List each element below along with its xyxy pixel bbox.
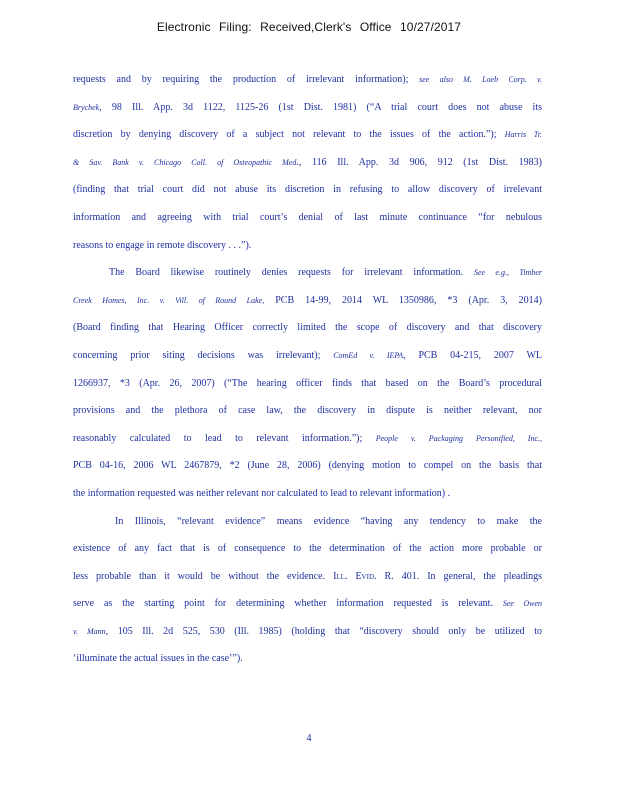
text-run: reasonably calculated to lead to relevant information.”);	[73, 432, 363, 444]
paragraph-line: reasons to engage in remote discovery . . .”).	[73, 239, 252, 251]
paragraph-line	[73, 590, 542, 618]
citation: Harris Tr.	[504, 130, 543, 140]
paragraph-1	[73, 66, 542, 259]
text-run: PCB 14-99, 2014 WL 1350986, *3 (Apr. 3, 2014)	[275, 294, 543, 306]
paragraph-line: existence of any fact that is of consequence to the determination of the action more probable or	[73, 543, 542, 555]
text-run: The Board likewise routinely denies requests for irrelevant information.	[109, 267, 464, 279]
paragraph-line	[73, 149, 542, 177]
text-run: ., 116 Ill. App. 3d 906, 912 (1st Dist. 1983)	[296, 156, 543, 168]
paragraph-line	[73, 94, 542, 122]
text-run: requests and by requiring the production of irrelevant information);	[73, 74, 409, 85]
paragraph-line: (finding that trial court did not abuse its discretion in refusing to allow discovery of irrelevant	[73, 184, 542, 196]
paragraph-line: 1266937, *3 (Apr. 26, 2007) (“The hearing officer finds that based on the Board’s procedural	[73, 377, 542, 389]
paragraph-line	[73, 618, 542, 646]
citation: See Owen	[502, 599, 543, 609]
text-run: serve as the starting point for determining whether information requested is relevant.	[73, 598, 493, 610]
citation: see also M. Loeb Corp. v.	[419, 75, 542, 84]
text-run: discretion by denying discovery of a subject not relevant to the issues of the action.”);	[73, 129, 497, 141]
citation: People v. Packaging Personified, Inc.,	[375, 433, 543, 443]
paragraph-line: In Illinois, “relevant evidence” means evidence “having any tendency to make the	[115, 515, 542, 527]
paragraph-line: ‘illuminate the actual issues in the case’”).	[73, 653, 243, 665]
citation: See e.g., Timber	[473, 268, 542, 278]
paragraph-line	[73, 287, 542, 315]
citation: Creek Homes, Inc. v. Vill. of Round Lake,	[73, 295, 265, 305]
page-number: 4	[306, 733, 312, 744]
paragraph-line	[73, 121, 542, 149]
text-run: , 98 Ill. App. 3d 1122, 1125-26 (1st Dist. 1981) (“A trial court does not abuse its	[99, 101, 542, 113]
paragraph-line: provisions and the plethora of case law, the discovery in dispute is neither relevant, nor	[73, 405, 542, 417]
paragraph-line	[73, 563, 542, 591]
filing-header: Electronic Filing: Received,Clerk's Office 10/27/2017	[156, 20, 462, 34]
paragraph-line: the information requested was neither relevant nor calculated to lead to relevant information) .	[73, 487, 451, 499]
paragraph-line	[73, 66, 542, 94]
paragraph-line: (Board finding that Hearing Officer correctly limited the scope of discovery and that discovery	[73, 322, 542, 334]
citation: & Sav. Bank v. Chicago Coll. of Osteopathic Med	[73, 157, 297, 167]
citation: Brychek	[73, 102, 100, 112]
text-run: , PCB 04-215, 2007 WL	[403, 349, 543, 361]
citation: v. Mann	[73, 626, 106, 636]
document-body	[73, 66, 542, 673]
text-run: less probable than it would be without the evidence.	[73, 570, 326, 582]
paragraph-line	[73, 425, 542, 453]
paragraph-line	[73, 342, 542, 370]
paragraph-line: information and agreeing with trial court’s denial of last minute continuance “for nebulous	[73, 211, 542, 223]
paragraph-2	[73, 259, 542, 507]
text-run: , 105 Ill. 2d 525, 530 (Ill. 1985) (holding that “discovery should only be utilized to	[105, 625, 542, 637]
text-run: 401. In general, the pleadings	[401, 570, 543, 582]
paragraph-line	[73, 259, 542, 287]
paragraph-3	[73, 508, 542, 674]
paragraph-line: PCB 04-16, 2006 WL 2467879, *2 (June 28, 2006) (denying motion to compel on the basis that	[73, 460, 542, 472]
text-run: concerning prior siting decisions was irrelevant);	[73, 349, 321, 361]
rule-citation: Ill. Evid. R.	[333, 570, 394, 582]
citation: ComEd v. IEPA	[333, 350, 404, 360]
